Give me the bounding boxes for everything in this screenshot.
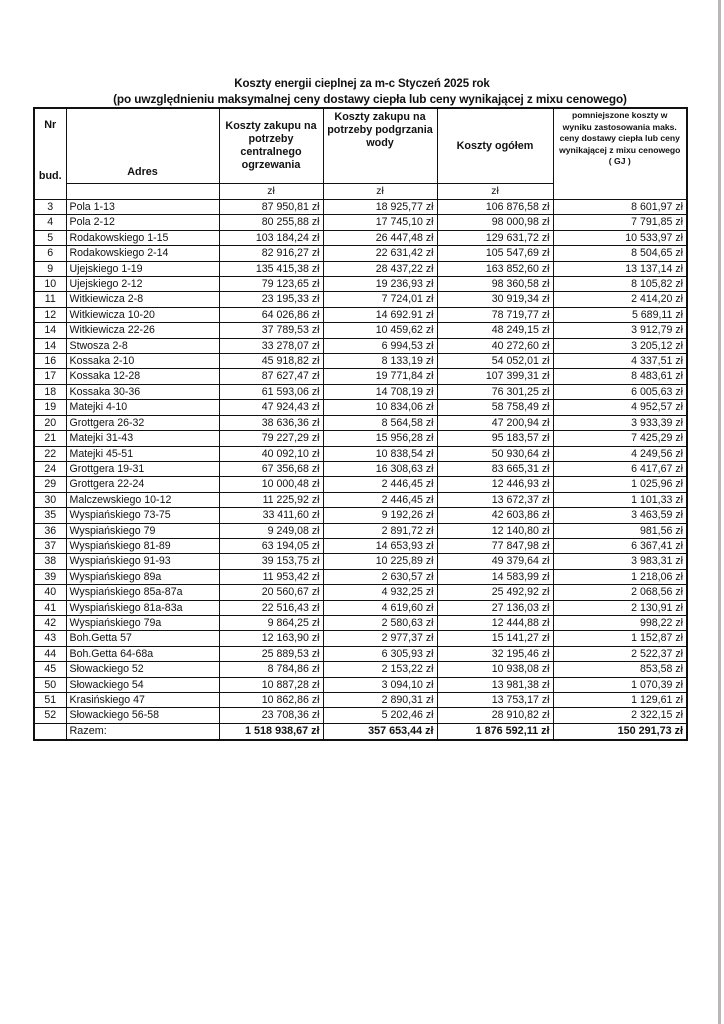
header-reduced-cost: pomniejszone koszty w wyniku zastosowania maks. ceny dostawy ciepła lub ceny wynikającej z mixu cenowego ( GJ ) [553, 108, 687, 200]
header-nr-bottom: bud. [38, 170, 62, 182]
building-number-cell: 24 [34, 461, 66, 476]
total-cost-cell: 32 195,46 zł [437, 646, 553, 661]
table-row [34, 415, 687, 430]
water-cost-cell: 26 447,48 zł [323, 230, 437, 245]
header-adres: Adres [66, 108, 219, 184]
document-subtitle: (po uwzględnieniu maksymalnej ceny dostawy ciepła lub ceny wynikającej z mixu cenowego) [113, 92, 627, 106]
address-cell: Malczewskiego 10-12 [66, 492, 219, 507]
building-number-cell: 51 [34, 693, 66, 708]
total-cost-cell: 40 272,60 zł [437, 338, 553, 353]
water-cost-cell: 3 094,10 zł [323, 677, 437, 692]
address-cell: Grottgera 22-24 [66, 477, 219, 492]
table-row [34, 569, 687, 584]
total-nr-empty [34, 723, 66, 740]
total-cost-cell: 12 140,80 zł [437, 523, 553, 538]
building-number-cell: 29 [34, 477, 66, 492]
reduced-cost-cell: 5 689,11 zł [553, 307, 687, 322]
table-row [34, 246, 687, 261]
total-reduced: 150 291,73 zł [553, 723, 687, 740]
heat-cost-table [33, 107, 688, 741]
co-cost-cell: 103 184,24 zł [219, 230, 323, 245]
reduced-cost-cell: 3 912,79 zł [553, 323, 687, 338]
water-cost-cell: 17 745,10 zł [323, 215, 437, 230]
building-number-cell: 5 [34, 230, 66, 245]
unit-adres-empty [66, 184, 219, 200]
building-number-cell: 44 [34, 646, 66, 661]
table-row [34, 215, 687, 230]
table-row [34, 431, 687, 446]
co-cost-cell: 10 887,28 zł [219, 677, 323, 692]
table-row [34, 323, 687, 338]
reduced-cost-cell: 1 218,06 zł [553, 569, 687, 584]
total-cost-cell: 14 583,99 zł [437, 569, 553, 584]
total-cost-cell: 95 183,57 zł [437, 431, 553, 446]
water-cost-cell: 10 459,62 zł [323, 323, 437, 338]
total-cost-cell: 58 758,49 zł [437, 400, 553, 415]
address-cell: Wyspiańskiego 79 [66, 523, 219, 538]
total-cost-cell: 54 052,01 zł [437, 354, 553, 369]
co-cost-cell: 10 000,48 zł [219, 477, 323, 492]
reduced-cost-cell: 6 367,41 zł [553, 538, 687, 553]
reduced-cost-cell: 853,58 zł [553, 662, 687, 677]
water-cost-cell: 19 771,84 zł [323, 369, 437, 384]
table-row [34, 477, 687, 492]
water-cost-cell: 2 630,57 zł [323, 569, 437, 584]
table-row [34, 384, 687, 399]
building-number-cell: 38 [34, 554, 66, 569]
address-cell: Krasińskiego 47 [66, 693, 219, 708]
co-cost-cell: 135 415,38 zł [219, 261, 323, 276]
water-cost-cell: 2 977,37 zł [323, 631, 437, 646]
water-cost-cell: 2 580,63 zł [323, 615, 437, 630]
total-row [34, 723, 687, 740]
total-cost-cell: 10 938,08 zł [437, 662, 553, 677]
total-cost-cell: 77 847,98 zł [437, 538, 553, 553]
address-cell: Ujejskiego 2-12 [66, 277, 219, 292]
water-cost-cell: 6 994,53 zł [323, 338, 437, 353]
building-number-cell: 50 [34, 677, 66, 692]
table-row [34, 230, 687, 245]
building-number-cell: 52 [34, 708, 66, 723]
building-number-cell: 43 [34, 631, 66, 646]
co-cost-cell: 23 708,36 zł [219, 708, 323, 723]
water-cost-cell: 15 956,28 zł [323, 431, 437, 446]
building-number-cell: 9 [34, 261, 66, 276]
water-cost-cell: 10 838,54 zł [323, 446, 437, 461]
header-water-cost: Koszty zakupu na potrzeby podgrzania wody [323, 108, 437, 184]
address-cell: Wyspiańskiego 91-93 [66, 554, 219, 569]
address-cell: Pola 2-12 [66, 215, 219, 230]
address-cell: Kossaka 30-36 [66, 384, 219, 399]
total-cost-cell: 76 301,25 zł [437, 384, 553, 399]
address-cell: Wyspiańskiego 79a [66, 615, 219, 630]
table-row [34, 446, 687, 461]
unit-total: zł [437, 184, 553, 200]
co-cost-cell: 33 278,07 zł [219, 338, 323, 353]
building-number-cell: 45 [34, 662, 66, 677]
table-row [34, 585, 687, 600]
address-cell: Ujejskiego 1-19 [66, 261, 219, 276]
reduced-cost-cell: 1 152,87 zł [553, 631, 687, 646]
table-row [34, 277, 687, 292]
total-cost-cell: 50 930,64 zł [437, 446, 553, 461]
total-cost-cell: 13 753,17 zł [437, 693, 553, 708]
table-row [34, 338, 687, 353]
total-cost-cell: 98 360,58 zł [437, 277, 553, 292]
table-row [34, 492, 687, 507]
total-cost-cell: 15 141,27 zł [437, 631, 553, 646]
water-cost-cell: 2 153,22 zł [323, 662, 437, 677]
reduced-cost-cell: 3 983,31 zł [553, 554, 687, 569]
building-number-cell: 11 [34, 292, 66, 307]
total-cost-cell: 12 444,88 zł [437, 615, 553, 630]
table-row [34, 538, 687, 553]
water-cost-cell: 4 619,60 zł [323, 600, 437, 615]
table-row [34, 662, 687, 677]
water-cost-cell: 2 891,72 zł [323, 523, 437, 538]
address-cell: Wyspiańskiego 85a-87a [66, 585, 219, 600]
unit-co: zł [219, 184, 323, 200]
building-number-cell: 37 [34, 538, 66, 553]
building-number-cell: 16 [34, 354, 66, 369]
table-row [34, 200, 687, 215]
table-row [34, 677, 687, 692]
address-cell: Wyspiańskiego 89a [66, 569, 219, 584]
building-number-cell: 22 [34, 446, 66, 461]
co-cost-cell: 11 953,42 zł [219, 569, 323, 584]
scan-page-edge [718, 0, 721, 1024]
co-cost-cell: 12 163,90 zł [219, 631, 323, 646]
address-cell: Grottgera 26-32 [66, 415, 219, 430]
reduced-cost-cell: 1 070,39 zł [553, 677, 687, 692]
address-cell: Pola 1-13 [66, 200, 219, 215]
reduced-cost-cell: 6 005,63 zł [553, 384, 687, 399]
total-cost-cell: 78 719,77 zł [437, 307, 553, 322]
address-cell: Kossaka 12-28 [66, 369, 219, 384]
total-cost-cell: 48 249,15 zł [437, 323, 553, 338]
address-cell: Witkiewicza 10-20 [66, 307, 219, 322]
total-co: 1 518 938,67 zł [219, 723, 323, 740]
reduced-cost-cell: 7 791,85 zł [553, 215, 687, 230]
co-cost-cell: 67 356,68 zł [219, 461, 323, 476]
building-number-cell: 40 [34, 585, 66, 600]
co-cost-cell: 87 627,47 zł [219, 369, 323, 384]
co-cost-cell: 37 789,53 zł [219, 323, 323, 338]
total-cost-cell: 107 399,31 zł [437, 369, 553, 384]
header-nr-top: Nr [44, 119, 57, 131]
unit-water: zł [323, 184, 437, 200]
header-nr [34, 108, 66, 200]
total-cost-cell: 49 379,64 zł [437, 554, 553, 569]
table-row [34, 693, 687, 708]
address-cell: Matejki 45-51 [66, 446, 219, 461]
water-cost-cell: 14 653,93 zł [323, 538, 437, 553]
reduced-cost-cell: 2 522,37 zł [553, 646, 687, 661]
table-row [34, 354, 687, 369]
total-cost-cell: 163 852,60 zł [437, 261, 553, 276]
total-cost-cell: 28 910,82 zł [437, 708, 553, 723]
table-row [34, 461, 687, 476]
header-total-cost: Koszty ogółem [437, 108, 553, 184]
reduced-cost-cell: 3 933,39 zł [553, 415, 687, 430]
table-row [34, 631, 687, 646]
co-cost-cell: 61 593,06 zł [219, 384, 323, 399]
table-row [34, 708, 687, 723]
water-cost-cell: 28 437,22 zł [323, 261, 437, 276]
table-row [34, 615, 687, 630]
water-cost-cell: 2 890,31 zł [323, 693, 437, 708]
co-cost-cell: 63 194,05 zł [219, 538, 323, 553]
address-cell: Rodakowskiego 1-15 [66, 230, 219, 245]
building-number-cell: 3 [34, 200, 66, 215]
co-cost-cell: 45 918,82 zł [219, 354, 323, 369]
address-cell: Wyspiańskiego 73-75 [66, 508, 219, 523]
water-cost-cell: 22 631,42 zł [323, 246, 437, 261]
water-cost-cell: 8 133,19 zł [323, 354, 437, 369]
reduced-cost-cell: 6 417,67 zł [553, 461, 687, 476]
building-number-cell: 6 [34, 246, 66, 261]
table-row [34, 369, 687, 384]
table-row [34, 307, 687, 322]
water-cost-cell: 19 236,93 zł [323, 277, 437, 292]
water-cost-cell: 10 834,06 zł [323, 400, 437, 415]
reduced-cost-cell: 2 068,56 zł [553, 585, 687, 600]
building-number-cell: 14 [34, 338, 66, 353]
building-number-cell: 42 [34, 615, 66, 630]
building-number-cell: 39 [34, 569, 66, 584]
reduced-cost-cell: 4 952,57 zł [553, 400, 687, 415]
water-cost-cell: 18 925,77 zł [323, 200, 437, 215]
water-cost-cell: 10 225,89 zł [323, 554, 437, 569]
table-row [34, 292, 687, 307]
water-cost-cell: 6 305,93 zł [323, 646, 437, 661]
table-row [34, 646, 687, 661]
table-body [34, 200, 687, 724]
co-cost-cell: 25 889,53 zł [219, 646, 323, 661]
reduced-cost-cell: 4 249,56 zł [553, 446, 687, 461]
reduced-cost-cell: 2 130,91 zł [553, 600, 687, 615]
water-cost-cell: 5 202,46 zł [323, 708, 437, 723]
co-cost-cell: 9 864,25 zł [219, 615, 323, 630]
total-ogolem: 1 876 592,11 zł [437, 723, 553, 740]
total-cost-cell: 25 492,92 zł [437, 585, 553, 600]
reduced-cost-cell: 8 483,61 zł [553, 369, 687, 384]
total-cost-cell: 129 631,72 zł [437, 230, 553, 245]
co-cost-cell: 10 862,86 zł [219, 693, 323, 708]
water-cost-cell: 8 564,58 zł [323, 415, 437, 430]
water-cost-cell: 2 446,45 zł [323, 492, 437, 507]
co-cost-cell: 23 195,33 zł [219, 292, 323, 307]
reduced-cost-cell: 1 129,61 zł [553, 693, 687, 708]
reduced-cost-cell: 3 205,12 zł [553, 338, 687, 353]
reduced-cost-cell: 998,22 zł [553, 615, 687, 630]
table-row [34, 523, 687, 538]
reduced-cost-cell: 13 137,14 zł [553, 261, 687, 276]
reduced-cost-cell: 1 101,33 zł [553, 492, 687, 507]
co-cost-cell: 47 924,43 zł [219, 400, 323, 415]
address-cell: Boh.Getta 57 [66, 631, 219, 646]
water-cost-cell: 2 446,45 zł [323, 477, 437, 492]
co-cost-cell: 39 153,75 zł [219, 554, 323, 569]
co-cost-cell: 8 784,86 zł [219, 662, 323, 677]
reduced-cost-cell: 8 601,97 zł [553, 200, 687, 215]
reduced-cost-cell: 2 414,20 zł [553, 292, 687, 307]
reduced-cost-cell: 1 025,96 zł [553, 477, 687, 492]
reduced-cost-cell: 8 504,65 zł [553, 246, 687, 261]
address-cell: Wyspiańskiego 81-89 [66, 538, 219, 553]
building-number-cell: 12 [34, 307, 66, 322]
building-number-cell: 20 [34, 415, 66, 430]
total-cost-cell: 42 603,86 zł [437, 508, 553, 523]
water-cost-cell: 7 724,01 zł [323, 292, 437, 307]
building-number-cell: 36 [34, 523, 66, 538]
total-water: 357 653,44 zł [323, 723, 437, 740]
building-number-cell: 35 [34, 508, 66, 523]
building-number-cell: 19 [34, 400, 66, 415]
table-row [34, 400, 687, 415]
co-cost-cell: 38 636,36 zł [219, 415, 323, 430]
total-cost-cell: 105 547,69 zł [437, 246, 553, 261]
co-cost-cell: 87 950,81 zł [219, 200, 323, 215]
document-title: Koszty energii cieplnej za m-c Styczeń 2025 rok [234, 78, 490, 90]
table-row [34, 261, 687, 276]
water-cost-cell: 14 708,19 zł [323, 384, 437, 399]
co-cost-cell: 79 123,65 zł [219, 277, 323, 292]
total-cost-cell: 13 672,37 zł [437, 492, 553, 507]
address-cell: Matejki 31-43 [66, 431, 219, 446]
address-cell: Stwosza 2-8 [66, 338, 219, 353]
address-cell: Kossaka 2-10 [66, 354, 219, 369]
address-cell: Boh.Getta 64-68a [66, 646, 219, 661]
total-cost-cell: 30 919,34 zł [437, 292, 553, 307]
building-number-cell: 4 [34, 215, 66, 230]
building-number-cell: 18 [34, 384, 66, 399]
total-cost-cell: 12 446,93 zł [437, 477, 553, 492]
total-cost-cell: 83 665,31 zł [437, 461, 553, 476]
co-cost-cell: 80 255,88 zł [219, 215, 323, 230]
address-cell: Rodakowskiego 2-14 [66, 246, 219, 261]
table-row [34, 554, 687, 569]
total-cost-cell: 98 000,98 zł [437, 215, 553, 230]
total-label: Razem: [66, 723, 219, 740]
total-cost-cell: 27 136,03 zł [437, 600, 553, 615]
building-number-cell: 10 [34, 277, 66, 292]
table-row [34, 508, 687, 523]
reduced-cost-cell: 8 105,82 zł [553, 277, 687, 292]
co-cost-cell: 9 249,08 zł [219, 523, 323, 538]
address-cell: Matejki 4-10 [66, 400, 219, 415]
co-cost-cell: 40 092,10 zł [219, 446, 323, 461]
header-co-cost: Koszty zakupu na potrzeby centralnego ogrzewania [219, 108, 323, 184]
water-cost-cell: 9 192,26 zł [323, 508, 437, 523]
water-cost-cell: 4 932,25 zł [323, 585, 437, 600]
building-number-cell: 14 [34, 323, 66, 338]
co-cost-cell: 82 916,27 zł [219, 246, 323, 261]
reduced-cost-cell: 981,56 zł [553, 523, 687, 538]
building-number-cell: 41 [34, 600, 66, 615]
address-cell: Słowackiego 52 [66, 662, 219, 677]
co-cost-cell: 22 516,43 zł [219, 600, 323, 615]
reduced-cost-cell: 10 533,97 zł [553, 230, 687, 245]
address-cell: Słowackiego 56-58 [66, 708, 219, 723]
water-cost-cell: 16 308,63 zł [323, 461, 437, 476]
total-cost-cell: 106 876,58 zł [437, 200, 553, 215]
total-cost-cell: 13 981,38 zł [437, 677, 553, 692]
reduced-cost-cell: 4 337,51 zł [553, 354, 687, 369]
address-cell: Witkiewicza 2-8 [66, 292, 219, 307]
building-number-cell: 17 [34, 369, 66, 384]
co-cost-cell: 33 411,60 zł [219, 508, 323, 523]
building-number-cell: 30 [34, 492, 66, 507]
address-cell: Grottgera 19-31 [66, 461, 219, 476]
reduced-cost-cell: 3 463,59 zł [553, 508, 687, 523]
co-cost-cell: 64 026,86 zł [219, 307, 323, 322]
reduced-cost-cell: 2 322,15 zł [553, 708, 687, 723]
building-number-cell: 21 [34, 431, 66, 446]
address-cell: Wyspiańskiego 81a-83a [66, 600, 219, 615]
co-cost-cell: 20 560,67 zł [219, 585, 323, 600]
table-row [34, 600, 687, 615]
address-cell: Witkiewicza 22-26 [66, 323, 219, 338]
co-cost-cell: 79 227,29 zł [219, 431, 323, 446]
address-cell: Słowackiego 54 [66, 677, 219, 692]
total-cost-cell: 47 200,94 zł [437, 415, 553, 430]
co-cost-cell: 11 225,92 zł [219, 492, 323, 507]
water-cost-cell: 14 692.91 zł [323, 307, 437, 322]
reduced-cost-cell: 7 425,29 zł [553, 431, 687, 446]
